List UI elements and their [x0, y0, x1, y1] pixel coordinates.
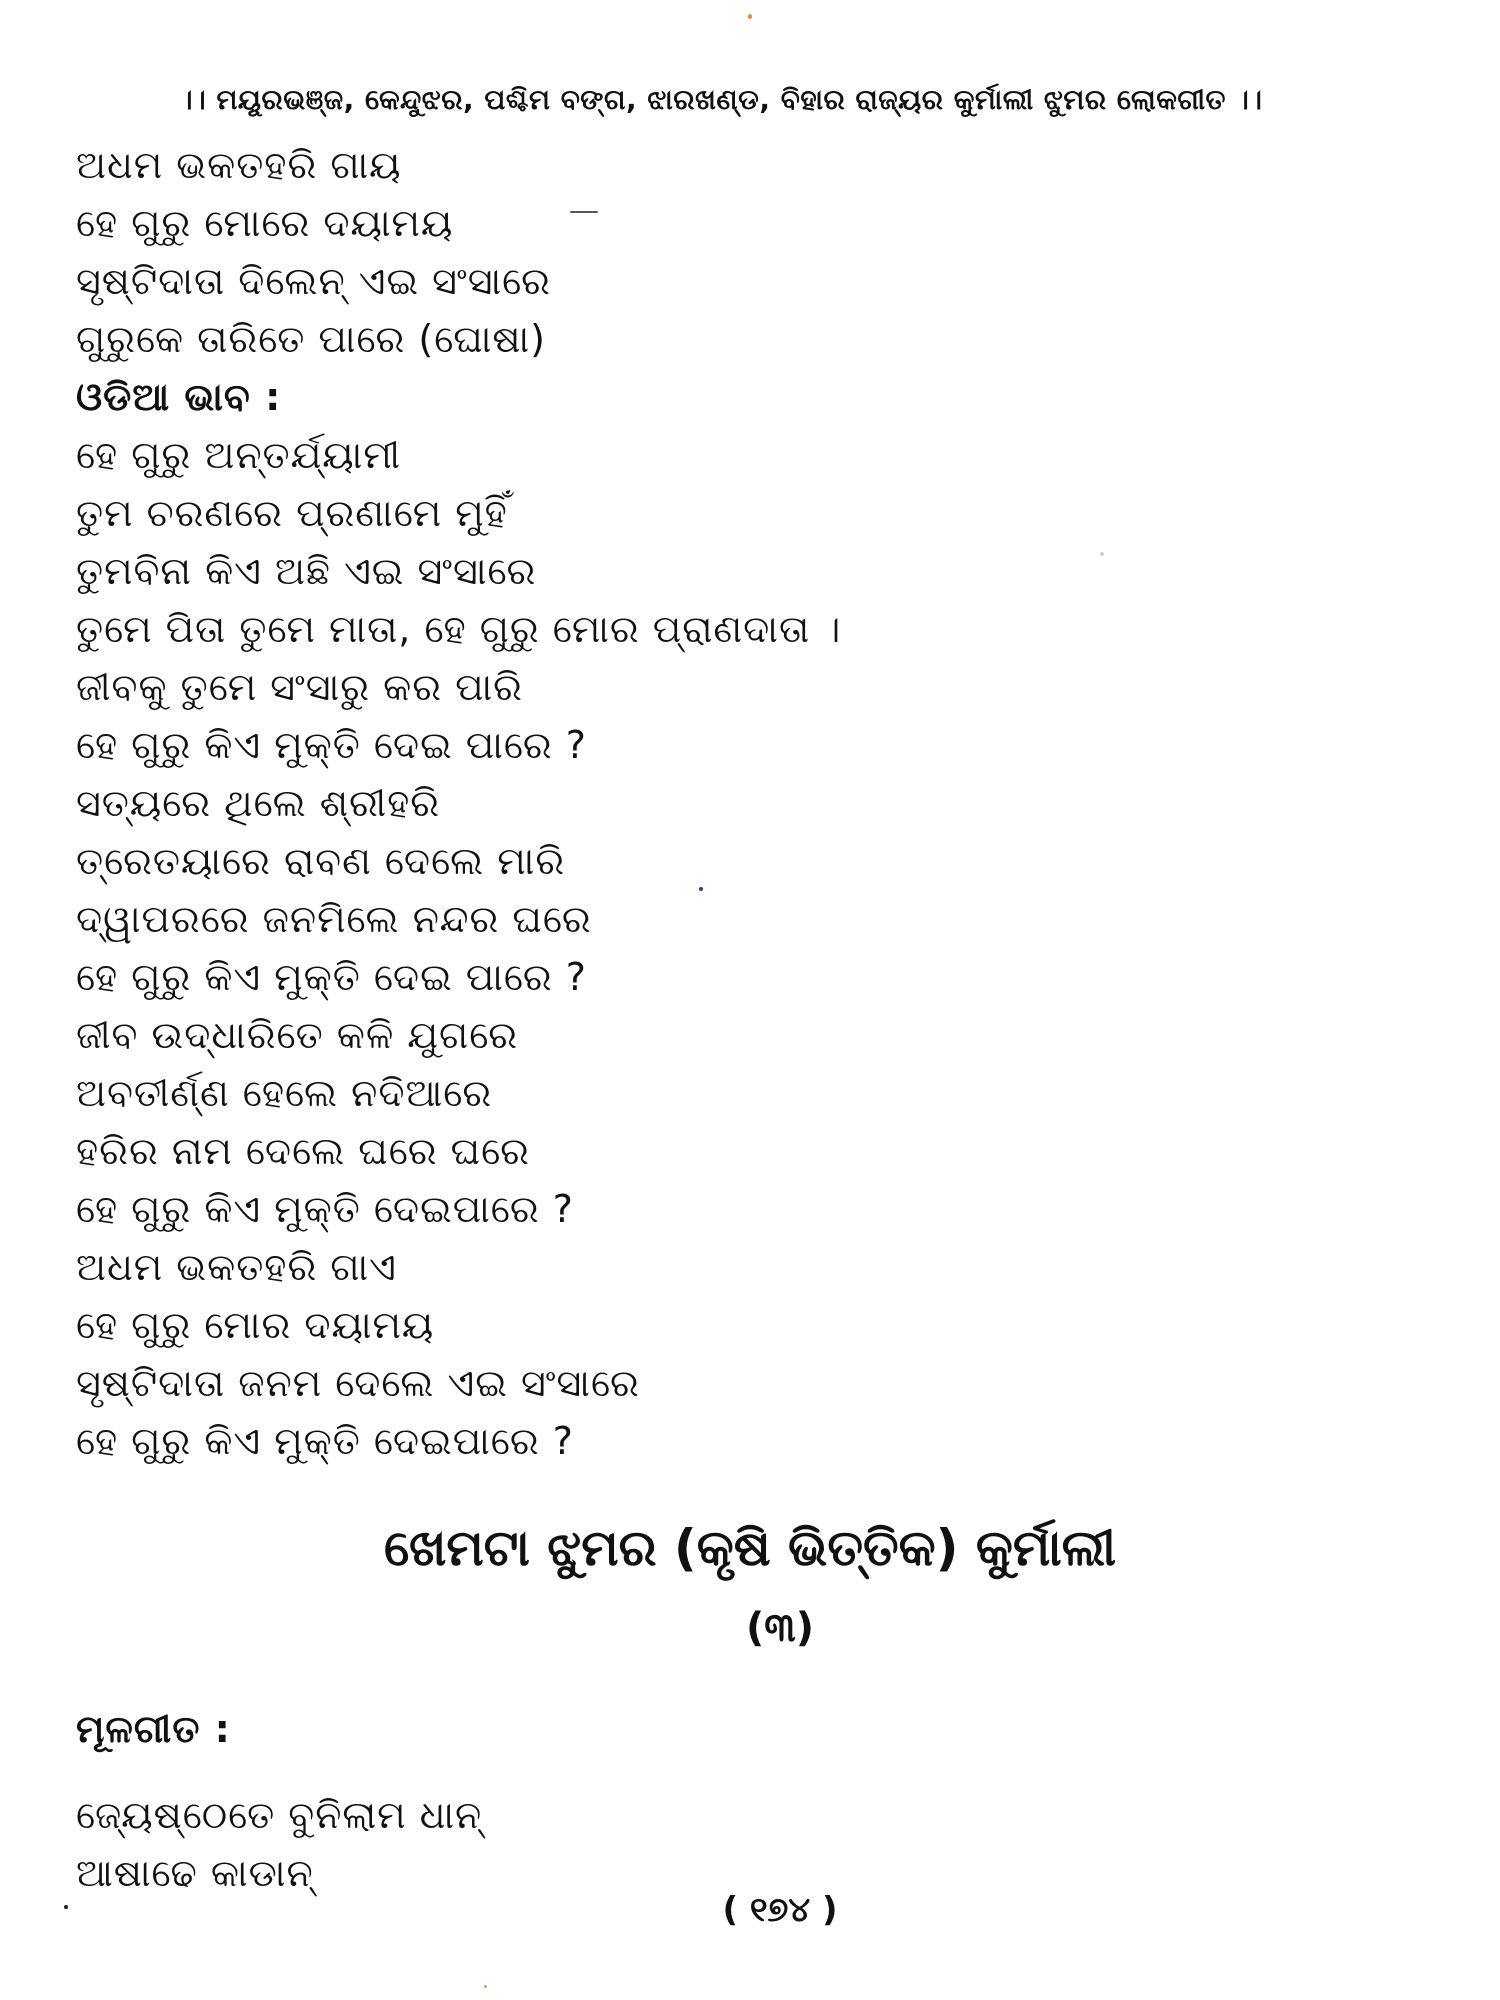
song-line: ଗୁରୁକେ ତାରିତେ ପାରେ (ଘୋଷା)	[76, 317, 546, 361]
scan-speck	[484, 1985, 487, 1988]
song-body	[76, 136, 1376, 1470]
song-line: ଅଧମ ଭକତହରି ଗାଏ	[76, 1245, 397, 1289]
page-number: ( ୧୭୪ )	[722, 1890, 838, 1930]
scan-speck	[1100, 552, 1104, 556]
song-line: ସତ୍ୟରେ ଥିଲେ ଶ୍ରୀହରି	[76, 781, 441, 825]
song-line: ଆଷାଢେ କାଡାନ୍	[76, 1851, 314, 1895]
song-line: ହେ ଗୁରୁ କିଏ ମୁକ୍ତି ଦେଇ ପାରେ ?	[76, 723, 587, 767]
song-line: ହେ ଗୁରୁ କିଏ ମୁକ୍ତି ଦେଇପାରେ ?	[76, 1187, 574, 1231]
song-line: ହେ ଗୁରୁ ମୋରେ ଦୟାମୟ	[76, 201, 454, 245]
song-line: ତୁମବିନା କିଏ ଅଛି ଏଇ ସଂସାରେ	[76, 549, 537, 593]
song-line: ହରିର ନାମ ଦେଲେ ଘରେ ଘରେ	[76, 1129, 530, 1173]
song-line: ହେ ଗୁରୁ ମୋର ଦୟାମୟ	[76, 1303, 435, 1347]
song-line: ହେ ଗୁରୁ ଅନ୍ତର୍ଯ୍ୟାମୀ	[76, 433, 402, 477]
scan-speck	[570, 211, 598, 213]
section-title: ଖେମଟା ଝୁମର (କୃଷି ଭିତ୍ତିକ) କୁର୍ମାଲୀ	[383, 1519, 1117, 1577]
song-line: ଦ୍ୱାପରରେ ଜନମିଲେ ନନ୍ଦର ଘରେ	[76, 897, 592, 941]
song-line: ହେ ଗୁରୁ କିଏ ମୁକ୍ତି ଦେଇ ପାରେ ?	[76, 955, 587, 999]
mulageeta-block	[76, 1700, 1376, 1902]
song-line: ଜୀବ ଉଦ୍ଧାରିତେ କଳି ଯୁଗରେ	[76, 1013, 519, 1057]
scan-speck	[699, 887, 703, 891]
running-header: ।। ମୟୂରଭଞ୍ଜ, କେନ୍ଦୁଝର, ପଶ୍ଚିମ ବଙ୍ଗ, ଝାରଖଣ୍ଡ, ବିହାର ରାଜ୍ୟର କୁର୍ମାଲୀ ଝୁମର ଲୋକଗୀତ ।।	[180, 83, 1263, 116]
section-number: (୩)	[745, 1605, 814, 1651]
scan-speck	[748, 14, 752, 19]
song-line: ଅବତୀର୍ଣ୍ଣ ହେଲେ ନଦିଆରେ	[76, 1071, 493, 1115]
song-line: ତୁମେ ପିତା ତୁମେ ମାତା, ହେ ଗୁରୁ ମୋର ପ୍ରାଣଦାତା ।	[76, 607, 842, 651]
song-line: ଅଧମ ଭକତହରି ଗାୟ	[76, 143, 402, 187]
song-line: ସୃଷ୍ଟିଦାତା ଜନମ ଦେଲେ ଏଇ ସଂସାରେ	[76, 1361, 640, 1405]
odia-bhaba-heading: ଓଡିଆ ଭାବ :	[76, 375, 282, 419]
song-line: ତ୍ରେତୟାରେ ରାବଣ ଦେଲେ ମାରି	[76, 839, 566, 883]
mulageeta-heading: ମୂଳଗୀତ :	[76, 1707, 231, 1751]
song-line: ସୃଷ୍ଟିଦାତା ଦିଲେନ୍ ଏଇ ସଂସାରେ	[76, 259, 551, 303]
song-line: ଜ୍ୟେଷ୍ଠେତେ ବୁନିଲାମ ଧାନ୍	[76, 1793, 483, 1837]
song-line: ଜୀବକୁ ତୁମେ ସଂସାରୁ କର ପାରି	[76, 665, 523, 709]
scan-speck	[64, 1905, 68, 1909]
song-line: ତୁମ ଚରଣରେ ପ୍ରଣାମେ ମୁହିଁ	[76, 491, 508, 535]
song-line: ହେ ଗୁରୁ କିଏ ମୁକ୍ତି ଦେଇପାରେ ?	[76, 1419, 574, 1463]
